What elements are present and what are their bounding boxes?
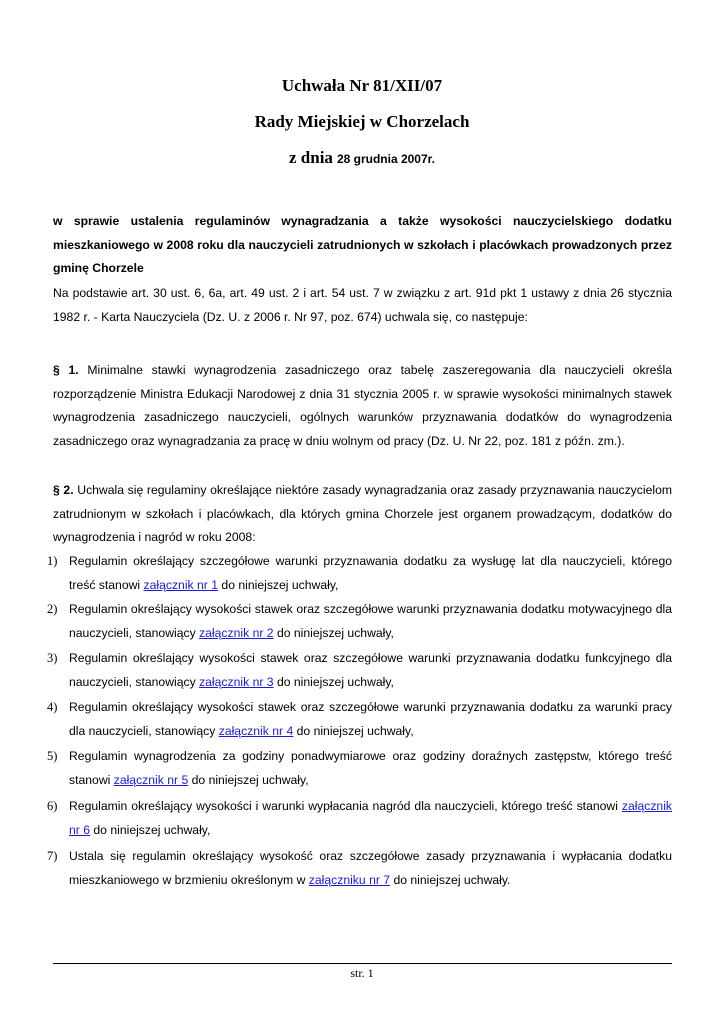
list-item-text-end: do niniejszej uchwały. (390, 872, 511, 887)
list-item (47, 745, 672, 792)
resolution-date (0, 148, 724, 168)
list-item-text: Ustala się regulamin określający wysokość oraz szczegółowe zasady przyznawania i wypłacania dodatku mieszkaniowego w brzmieniu określonym w (69, 849, 672, 887)
list-item-text: Regulamin określający wysokości i warunki wypłacania nagród dla nauczycieli, którego treść stanowi (69, 799, 622, 813)
list-item-text-end: do niniejszej uchwały, (293, 723, 414, 738)
list-item-number: 7) (47, 849, 58, 863)
attachment-link-5[interactable]: załącznik nr 5 (113, 772, 189, 787)
page-number: str. 1 (350, 966, 374, 980)
list-item-text: Regulamin wynagrodzenia za godziny ponadwymiarowe oraz godziny doraźnych zastępstw, którego treść stanowi (69, 749, 672, 787)
list-item-number: 3) (47, 651, 58, 665)
list-item-text-end: do niniejszej uchwały, (273, 625, 394, 640)
list-item (47, 845, 672, 892)
attachment-link-1[interactable]: załącznik nr 1 (143, 577, 219, 592)
section-1-text: Minimalne stawki wynagrodzenia zasadniczego oraz tabelę zaszeregowania dla nauczycieli określa rozporządzenie Ministra Edukacji Narodowej z dnia 31 stycznia 2005 r. w sprawie wysokości minimalnych stawek wynagrodzenia zasadniczego nauczycieli, ogólnych warunków przyznawania dodatków do wynagrodzenia zasadniczego oraz wynagradzania za pracę w dniu wolnym od pracy (Dz. U. Nr 22, poz. 181 z późn. zm.). (53, 363, 672, 448)
list-item-number: 5) (47, 749, 58, 763)
list-item-text: Regulamin określający szczegółowe warunki przyznawania dodatku za wysługę lat dla nauczycieli, którego treść stanowi (69, 554, 672, 592)
list-item-number: 6) (47, 799, 58, 813)
attachment-link-3[interactable]: załącznik nr 3 (199, 674, 274, 689)
list-item (47, 550, 672, 597)
list-item-text: Regulamin określający wysokości stawek oraz szczegółowe warunki przyznawania dodatku motywacyjnego dla nauczycieli, stanowiący (69, 602, 672, 640)
list-item-text-end: do niniejszej uchwały, (188, 772, 309, 787)
date-prefix: z dnia (289, 148, 333, 167)
page-title: Uchwała Nr 81/XII/07 (281, 76, 443, 95)
list-item-number: 2) (47, 602, 58, 616)
list-item-number: 1) (47, 554, 58, 568)
section-1-label: § 1. (53, 363, 79, 377)
section-2-label: § 2. (53, 483, 74, 497)
list-item (47, 647, 672, 694)
list-item (47, 696, 672, 743)
list-item-text: Regulamin określający wysokości stawek oraz szczegółowe warunki przyznawania dodatku funkcyjnego dla nauczycieli, stanowiący (69, 651, 672, 689)
list-item-text-end: do niniejszej uchwały, (273, 674, 394, 689)
resolution-subject: w sprawie ustalenia regulaminów wynagradzania a także wysokości nauczycielskiego dodatku mieszkaniowego w 2008 roku dla nauczycieli zatrudnionych w szkołach i placówkach prowadzonych przez gminę Chorzele (53, 214, 672, 275)
attachment-link-2[interactable]: załącznik nr 2 (199, 625, 274, 640)
list-item-text-end: do niniejszej uchwały, (90, 822, 211, 837)
attachment-link-7[interactable]: załączniku nr 7 (308, 872, 391, 887)
attachment-link-6[interactable]: załącznik nr 6 (69, 799, 672, 837)
list-item-number: 4) (47, 700, 58, 714)
list-item-text-end: do niniejszej uchwały, (218, 577, 339, 592)
list-item-text: Regulamin określający wysokości stawek oraz szczegółowe warunki przyznawania dodatku za warunki pracy dla nauczycieli, stanowiący (69, 700, 672, 738)
section-2 (53, 479, 672, 550)
legal-basis: Na podstawie art. 30 ust. 6, 6a, art. 49 ust. 2 i art. 54 ust. 7 w związku z art. 91d pkt 1 ustawy z dnia 26 stycznia 1982 r. - Karta Nauczyciela (Dz. U. z 2006 r. Nr 97, poz. 674) uchwala się, co następuje: (53, 286, 672, 324)
list-item (47, 795, 672, 842)
section-1 (53, 359, 672, 453)
attachment-link-4[interactable]: załącznik nr 4 (218, 723, 294, 738)
footer-divider (53, 963, 672, 964)
council-name: Rady Miejskiej w Chorzelach (254, 112, 470, 131)
section-2-text: Uchwala się regulaminy określające niektóre zasady wynagradzania oraz zasady przyznawania nauczycielom zatrudnionym w szkołach i placówkach, dla których gmina Chorzele jest organem prowadzącym, dodatków do wynagrodzenia i nagród w roku 2008: (53, 483, 672, 544)
list-item (47, 598, 672, 645)
date-value: 28 grudnia 2007r. (336, 152, 435, 166)
